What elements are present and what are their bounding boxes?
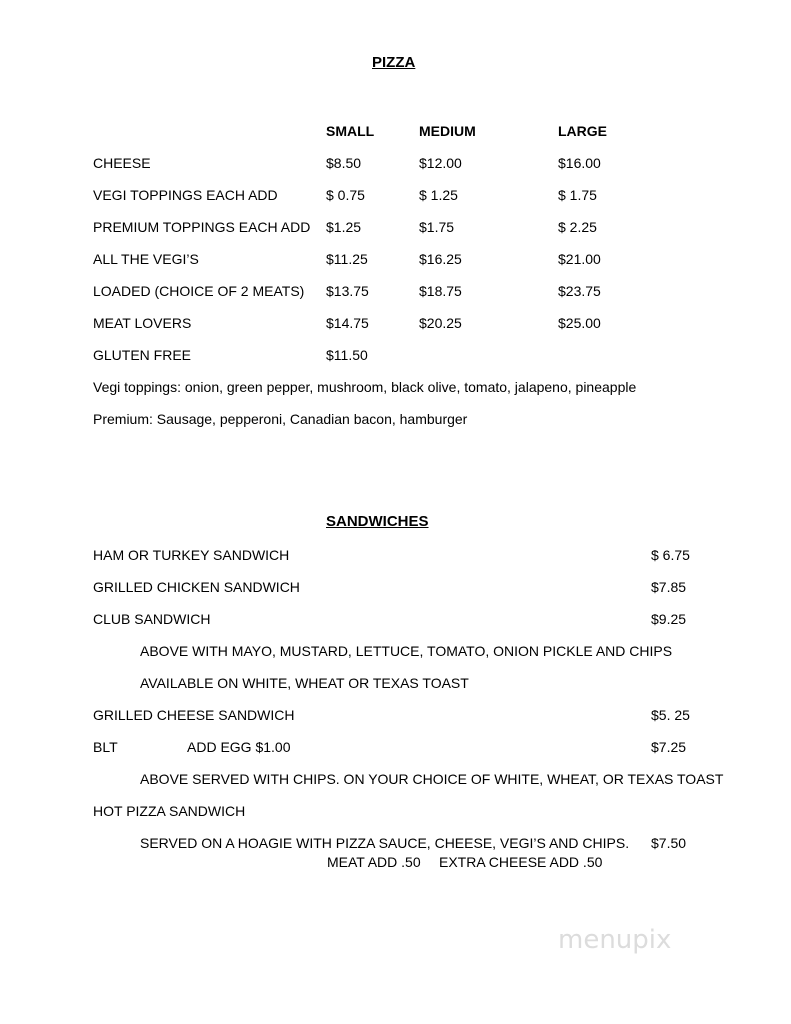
pizza-price-small: $14.75 bbox=[326, 315, 369, 331]
sandwiches-title: SANDWICHES bbox=[326, 513, 429, 530]
pizza-price-small: $8.50 bbox=[326, 155, 362, 171]
pizza-row-name: VEGI TOPPINGS EACH ADD bbox=[93, 187, 278, 203]
sandwich-price: $ 6.75 bbox=[651, 547, 690, 563]
pizza-price-medium: $16.25 bbox=[419, 251, 462, 267]
pizza-price-large: $ 1.75 bbox=[558, 187, 597, 203]
sandwich-condiments-note: ABOVE WITH MAYO, MUSTARD, LETTUCE, TOMATO, ONION PICKLE AND CHIPS bbox=[140, 643, 673, 659]
pizza-row-name: LOADED (CHOICE OF 2 MEATS) bbox=[93, 283, 305, 299]
pizza-row-name: PREMIUM TOPPINGS EACH ADD bbox=[93, 219, 311, 235]
pizza-price-small: $11.25 bbox=[326, 251, 368, 267]
sandwich-chips-note: ABOVE SERVED WITH CHIPS. ON YOUR CHOICE OF WHITE, WHEAT, OR TEXAS TOAST bbox=[140, 771, 724, 787]
sandwich-name: GRILLED CHEESE SANDWICH bbox=[93, 707, 295, 723]
pizza-row-name: ALL THE VEGI’S bbox=[93, 251, 199, 267]
pizza-price-small: $ 0.75 bbox=[326, 187, 365, 203]
pizza-price-medium: $18.75 bbox=[419, 283, 462, 299]
pizza-row-name: MEAT LOVERS bbox=[93, 315, 192, 331]
sandwich-name: GRILLED CHICKEN SANDWICH bbox=[93, 579, 300, 595]
pizza-price-small: $1.25 bbox=[326, 219, 362, 235]
pizza-price-large: $23.75 bbox=[558, 283, 601, 299]
header-large: LARGE bbox=[558, 123, 607, 139]
pizza-price-medium: $12.00 bbox=[419, 155, 462, 171]
pizza-price-small: $11.50 bbox=[326, 347, 368, 363]
vegi-toppings-note: Vegi toppings: onion, green pepper, mushroom, black olive, tomato, jalapeno, pineapple bbox=[93, 379, 637, 395]
pizza-price-large: $25.00 bbox=[558, 315, 601, 331]
pizza-price-small: $13.75 bbox=[326, 283, 369, 299]
blt-addon: ADD EGG $1.00 bbox=[187, 739, 291, 755]
pizza-price-large: $21.00 bbox=[558, 251, 601, 267]
sandwich-name: BLT bbox=[93, 739, 118, 755]
header-medium: MEDIUM bbox=[419, 123, 476, 139]
pizza-row-name: CHEESE bbox=[93, 155, 151, 171]
sandwich-price: $9.25 bbox=[651, 611, 687, 627]
menupix-watermark: menupix bbox=[558, 925, 672, 955]
pizza-price-medium: $20.25 bbox=[419, 315, 462, 331]
pizza-price-medium: $ 1.25 bbox=[419, 187, 458, 203]
sandwich-name: HOT PIZZA SANDWICH bbox=[93, 803, 246, 819]
sandwich-price: $7.50 bbox=[651, 835, 687, 851]
pizza-price-large: $ 2.25 bbox=[558, 219, 597, 235]
sandwich-price: $7.25 bbox=[651, 739, 687, 755]
premium-toppings-note: Premium: Sausage, pepperoni, Canadian bacon, hamburger bbox=[93, 411, 468, 427]
sandwich-price: $7.85 bbox=[651, 579, 687, 595]
sandwich-price: $5. 25 bbox=[651, 707, 690, 723]
hot-pizza-description: SERVED ON A HOAGIE WITH PIZZA SAUCE, CHEESE, VEGI’S AND CHIPS. bbox=[140, 835, 630, 851]
pizza-price-large: $16.00 bbox=[558, 155, 601, 171]
sandwich-name: CLUB SANDWICH bbox=[93, 611, 211, 627]
sandwich-bread-note: AVAILABLE ON WHITE, WHEAT OR TEXAS TOAST bbox=[140, 675, 469, 691]
sandwich-name: HAM OR TURKEY SANDWICH bbox=[93, 547, 290, 563]
pizza-title: PIZZA bbox=[372, 54, 416, 71]
meat-add-note: MEAT ADD .50 bbox=[327, 854, 421, 870]
pizza-price-medium: $1.75 bbox=[419, 219, 455, 235]
header-small: SMALL bbox=[326, 123, 375, 139]
extra-cheese-note: EXTRA CHEESE ADD .50 bbox=[439, 854, 603, 870]
pizza-row-name: GLUTEN FREE bbox=[93, 347, 192, 363]
